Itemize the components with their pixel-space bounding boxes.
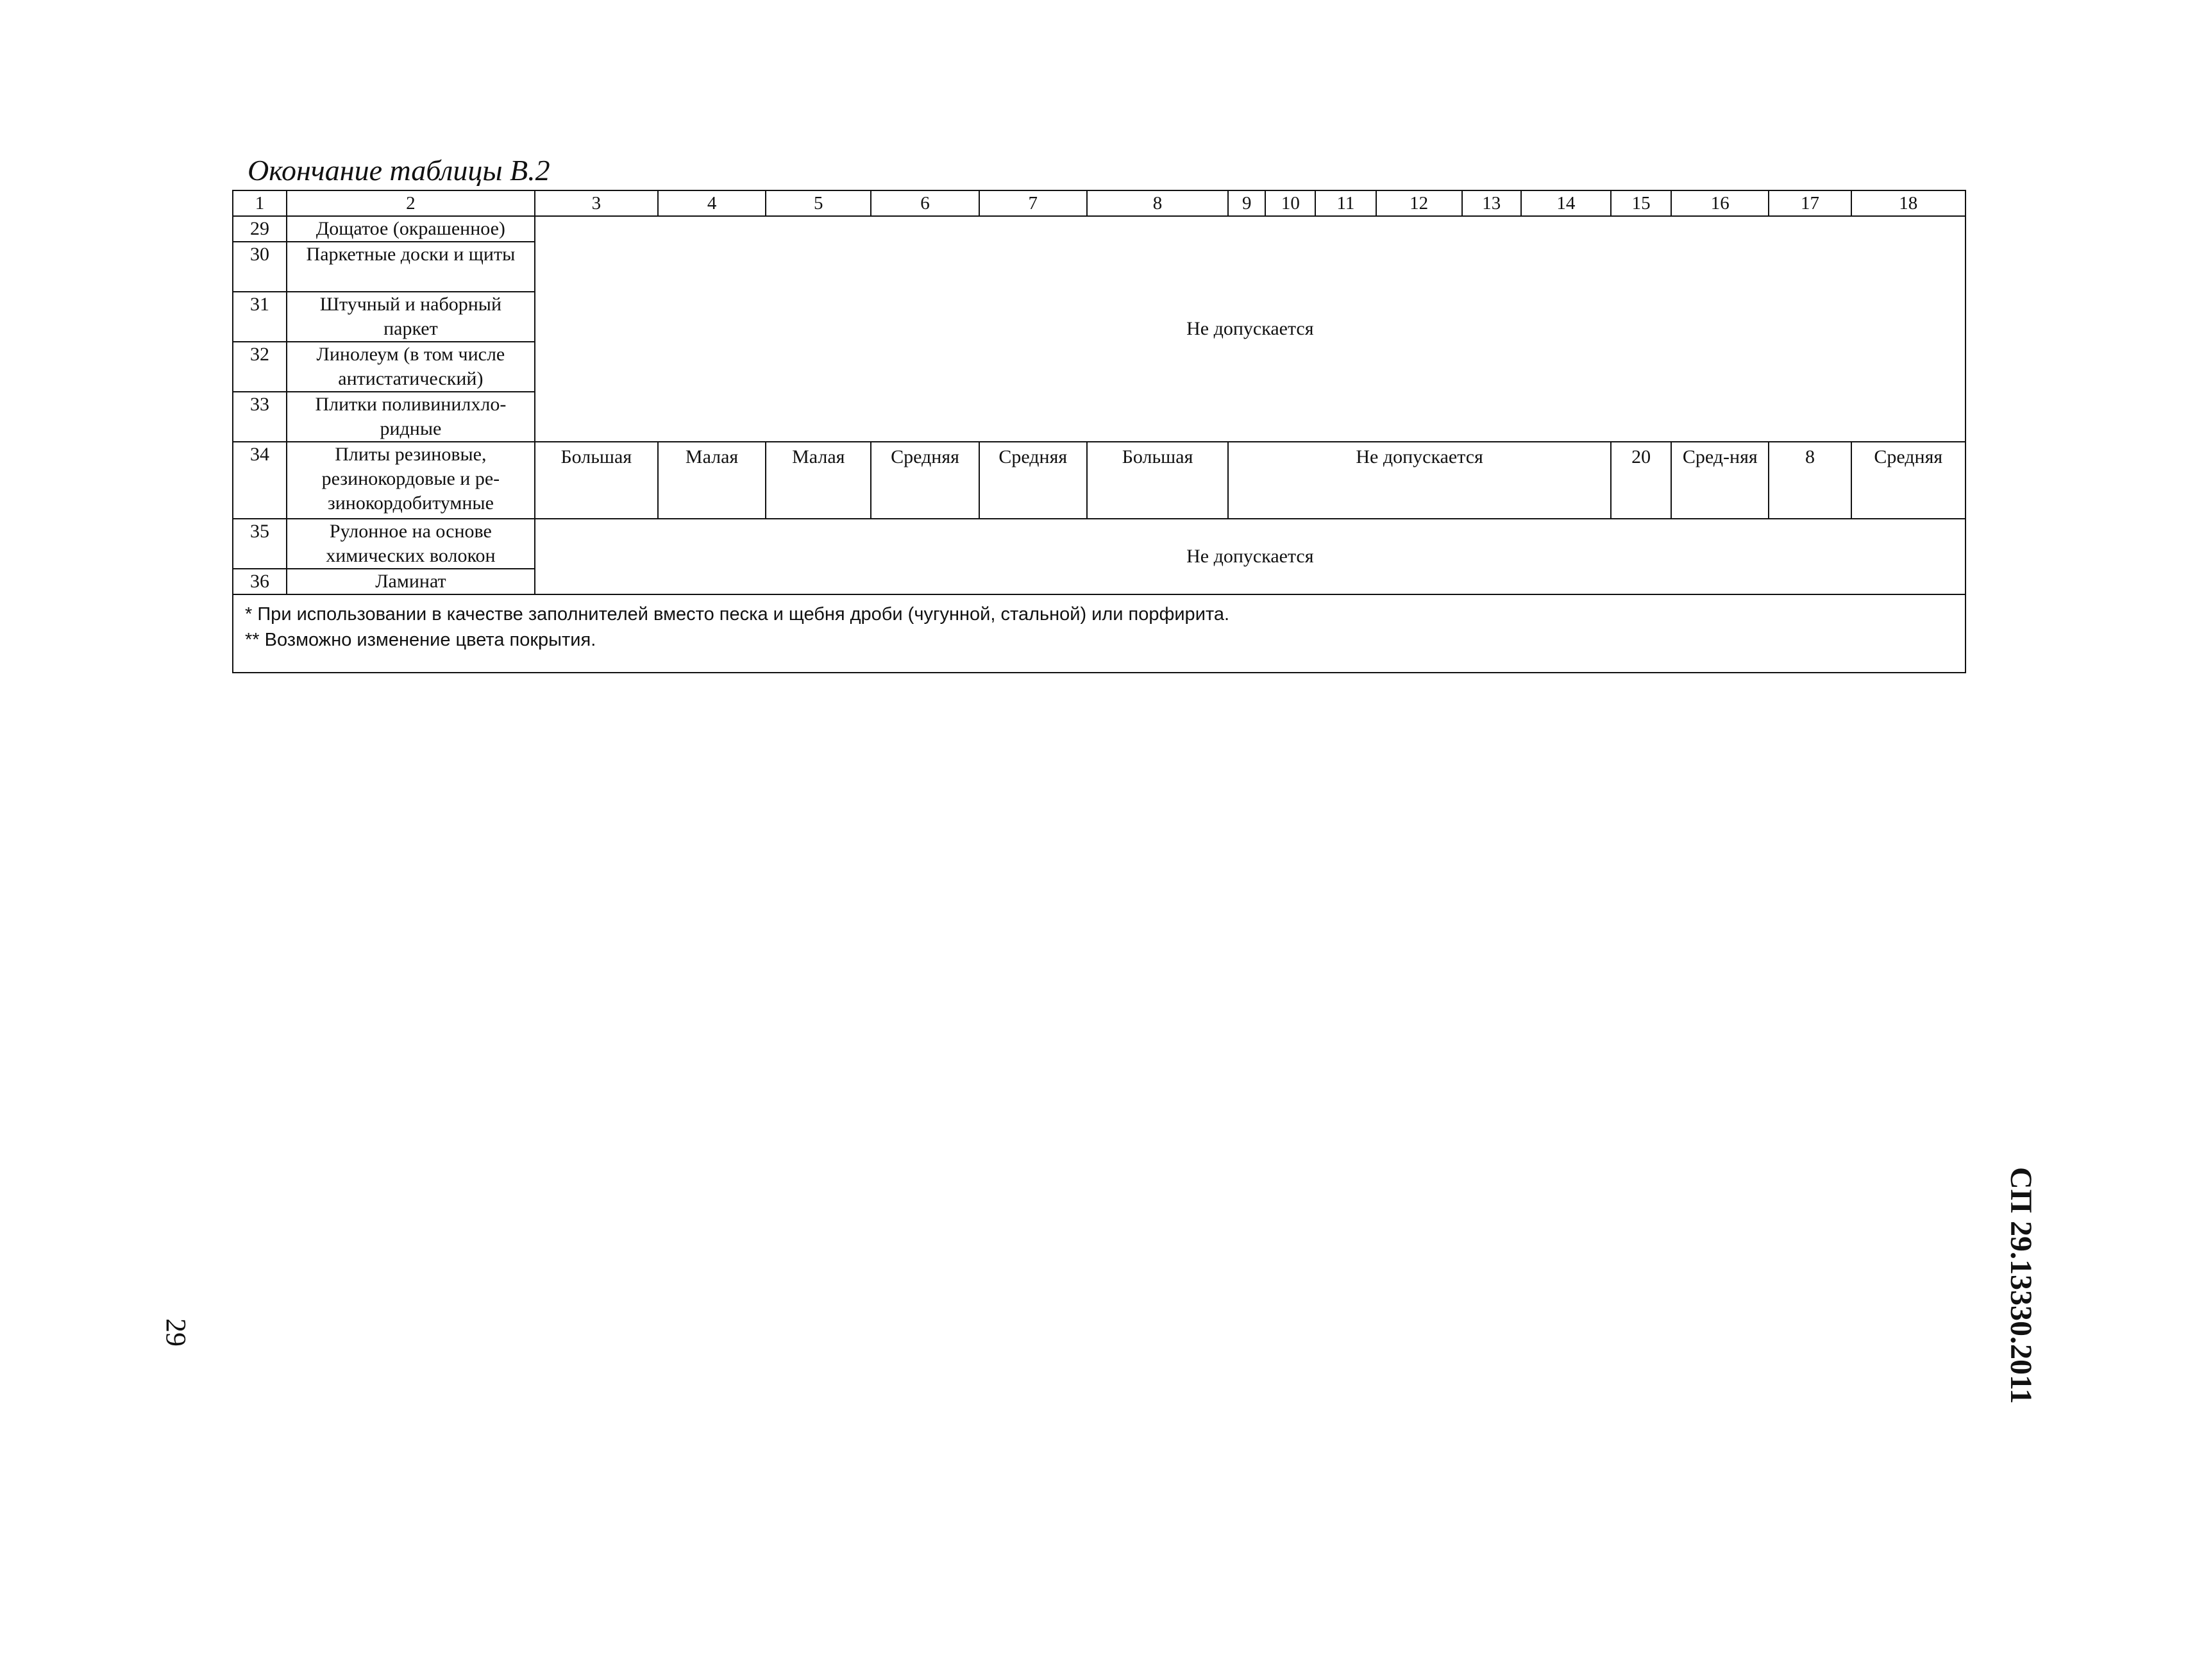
row-name: Паркетные доски и щиты [287, 242, 535, 292]
row-name: Плитки поливинилхло-ридные [287, 392, 535, 442]
header-cell: 9 [1228, 190, 1265, 216]
table-cell: Малая [766, 442, 871, 519]
row-number: 29 [233, 216, 287, 242]
header-cell: 5 [766, 190, 871, 216]
table-cell: Средняя [871, 442, 979, 519]
row-number: 32 [233, 342, 287, 392]
header-cell: 11 [1315, 190, 1376, 216]
header-cell: 16 [1671, 190, 1769, 216]
header-cell: 10 [1265, 190, 1315, 216]
header-cell: 4 [658, 190, 766, 216]
header-cell: 7 [979, 190, 1087, 216]
header-cell: 15 [1611, 190, 1671, 216]
table-row [233, 216, 1966, 242]
row-number: 33 [233, 392, 287, 442]
not-allowed-cell: Не допускается [535, 216, 1966, 442]
header-cell: 8 [1087, 190, 1228, 216]
row-number: 35 [233, 519, 287, 569]
header-cell: 12 [1376, 190, 1462, 216]
row-name: Плиты резиновые, резинокордовые и ре-зинокордобитумные [287, 442, 535, 519]
header-cell: 17 [1769, 190, 1851, 216]
row-name: Штучный и наборный паркет [287, 292, 535, 342]
table-cell: Сред-няя [1671, 442, 1769, 519]
header-cell: 18 [1851, 190, 1966, 216]
table-cell: 20 [1611, 442, 1671, 519]
header-cell: 3 [535, 190, 658, 216]
header-cell: 6 [871, 190, 979, 216]
table-notes [233, 594, 1966, 673]
row-name: Дощатое (окрашенное) [287, 216, 535, 242]
not-allowed-cell: Не допускается [1228, 442, 1611, 519]
table-row [233, 442, 1966, 519]
data-table [232, 190, 1966, 673]
row-number: 31 [233, 292, 287, 342]
header-cell: 2 [287, 190, 535, 216]
header-cell: 1 [233, 190, 287, 216]
header-row [233, 190, 1966, 216]
row-name: Линолеум (в том числе антистатический) [287, 342, 535, 392]
footnote: * При использовании в качестве заполнителей вместо песка и щебня дроби (чугунной, стальной) или порфирита. [245, 604, 1230, 625]
footnote: ** Возможно изменение цвета покрытия. [245, 630, 596, 650]
table-cell: Средняя [1851, 442, 1966, 519]
header-cell: 13 [1462, 190, 1521, 216]
table-row [233, 519, 1966, 569]
notes-row [233, 594, 1966, 673]
not-allowed-cell: Не допускается [535, 519, 1966, 594]
header-cell: 14 [1521, 190, 1611, 216]
document-code: СП 29.13330.2011 [2004, 1167, 2038, 1404]
table-cell: Средняя [979, 442, 1087, 519]
table-cell: Малая [658, 442, 766, 519]
row-number: 34 [233, 442, 287, 519]
table-cell: 8 [1769, 442, 1851, 519]
table-caption: Окончание таблицы В.2 [248, 154, 550, 187]
row-number: 36 [233, 569, 287, 594]
row-number: 30 [233, 242, 287, 292]
row-name: Ламинат [287, 569, 535, 594]
page-number: 29 [160, 1318, 192, 1347]
table-cell: Большая [535, 442, 658, 519]
table-cell: Большая [1087, 442, 1228, 519]
row-name: Рулонное на основе химических волокон [287, 519, 535, 569]
